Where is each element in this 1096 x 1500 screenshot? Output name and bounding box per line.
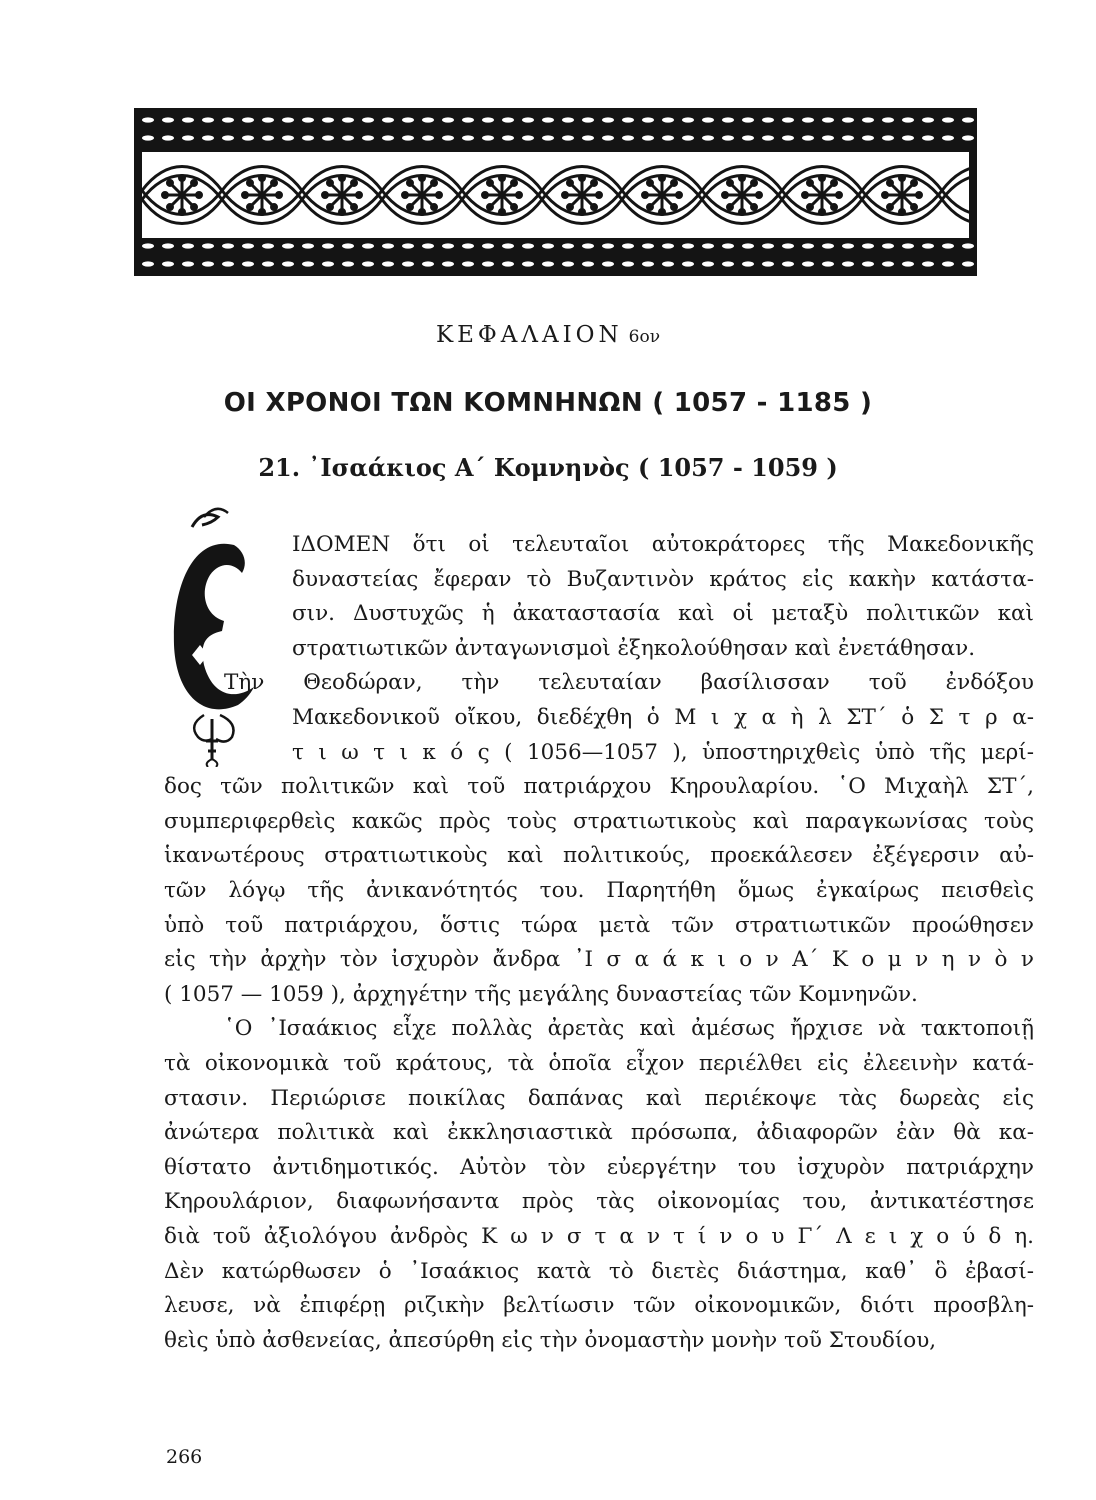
text-line: ΙΔΟΜΕΝ ὅτι οἱ τελευταῖοι αὐτοκράτορες τῆς Μακεδονικῆς (292, 532, 1034, 557)
text-line: Κηρουλάριον, διαφωνήσαντα πρὸς τὰς οἰκονομίας του, ἀντικατέστησε (164, 1189, 1034, 1215)
text-line: θίστατο ἀντιδημοτικός. Αὐτὸν τὸν εὐεργέτην του ἰσχυρὸν πατριάρχην (164, 1154, 1034, 1180)
text-line: Τὴν Θεοδώραν, τὴν τελευταίαν βασίλισσαν τοῦ ἐνδόξου (224, 670, 1034, 696)
text-line: ὑπὸ τοῦ πατριάρχου, ὅστις τώρα μετὰ τῶν στρατιωτικῶν προώθησεν (164, 912, 1034, 938)
text-line: τῶν λόγῳ τῆς ἀνικανότητός του. Παρητήθη ὅμως ἐγκαίρως πεισθεὶς (164, 878, 1034, 903)
ornamental-headpiece (134, 108, 977, 276)
text-line: εἰς τὴν ἀρχὴν τὸν ἰσχυρὸν ἄνδρα ᾿Ι σ α ά κ ι ο ν Α΄ Κ ο μ ν η ν ὸ ν (164, 947, 1034, 973)
text-line: τὰ οἰκονομικὰ τοῦ κράτους, τὰ ὁποῖα εἶχον περιέλθει εἰς ἐλεεινὴν κατά- (164, 1051, 1034, 1076)
text-line: θεὶς ὑπὸ ἀσθενείας, ἀπεσύρθη εἰς τὴν ὀνομαστὴν μονὴν τοῦ Στουδίου, (164, 1327, 937, 1353)
text-line: Μακεδονικοῦ οἴκου, διεδέχθη ὁ Μ ι χ α ὴ λ ΣΤ΄ ὁ Σ τ ρ α- (292, 705, 1034, 730)
text-line: ἱκανωτέρους στρατιωτικοὺς καὶ πολιτικούς, προεκάλεσεν ἐξέγερσιν αὐ- (164, 843, 1034, 869)
text-line: ἀνώτερα πολιτικὰ καὶ ἐκκλησιαστικὰ πρόσωπα, ἀδιαφορῶν ἐὰν θὰ κα- (164, 1120, 1034, 1146)
text-line: σιν. Δυστυχῶς ἡ ἀκαταστασία καὶ οἱ μεταξὺ πολιτικῶν καὶ (292, 601, 1034, 627)
chapter-number: 6ον (628, 327, 661, 347)
text-line: τ ι ω τ ι κ ό ς ( 1056—1057 ), ὑποστηριχθεὶς ὑπὸ τῆς μερί- (292, 739, 1034, 765)
text-line: συμπεριφερθεὶς κακῶς πρὸς τοὺς στρατιωτικοὺς καὶ παραγκωνίσας τοὺς (164, 808, 1034, 834)
text-line: διὰ τοῦ ἀξιολόγου ἀνδρὸς Κ ω ν σ τ α ν τ ί ν ο υ Γ΄ Λ ε ι χ ο ύ δ η. (164, 1224, 1034, 1249)
text-line: στασιν. Περιώρισε ποικίλας δαπάνας καὶ περιέκοψε τὰς δωρεὰς εἰς (164, 1085, 1034, 1111)
text-line: ( 1057 — 1059 ), ἀρχηγέτην τῆς μεγάλης δυναστείας τῶν Κομνηνῶν. (164, 981, 918, 1007)
text-line: λευσε, νὰ ἐπιφέρῃ ριζικὴν βελτίωσιν τῶν οἰκονομικῶν, διότι προσβλη- (164, 1293, 1034, 1319)
chapter-label: ΚΕΦΑΛΑΙΟΝ (435, 322, 623, 348)
text-line: Δὲν κατώρθωσεν ὁ ᾿Ισαάκιος κατὰ τὸ διετὲς διάστημα, καθ᾿ ὃ ἐβασί- (164, 1258, 1034, 1284)
text-line: δος τῶν πολιτικῶν καὶ τοῦ πατριάρχου Κηρουλαρίου. ῾Ο Μιχαὴλ ΣΤ΄, (164, 774, 1034, 800)
text-line: στρατιωτικῶν ἀνταγωνισμοὶ ἐξηκολούθησαν καὶ ἐνετάθησαν. (292, 635, 976, 661)
decorated-initial-e (164, 505, 274, 767)
chapter-title: ΟΙ ΧΡΟΝΟΙ ΤΩΝ ΚΟΜΝΗΝΩΝ ( 1057 - 1185 ) (223, 388, 873, 418)
page-number: 266 (166, 1446, 203, 1468)
text-line: δυναστείας ἔφεραν τὸ Βυζαντινὸν κράτος εἰς κακὴν κατάστα- (292, 566, 1034, 592)
section-title: 21. ᾿Ισαάκιος Α΄ Κομνηνὸς ( 1057 - 1059 ) (258, 453, 838, 482)
text-line: ῾Ο ᾿Ισαάκιος εἶχε πολλὰς ἀρετὰς καὶ ἀμέσως ἤρχισε νὰ τακτοποιῇ (224, 1016, 1034, 1042)
chapter-heading (0, 322, 1096, 348)
